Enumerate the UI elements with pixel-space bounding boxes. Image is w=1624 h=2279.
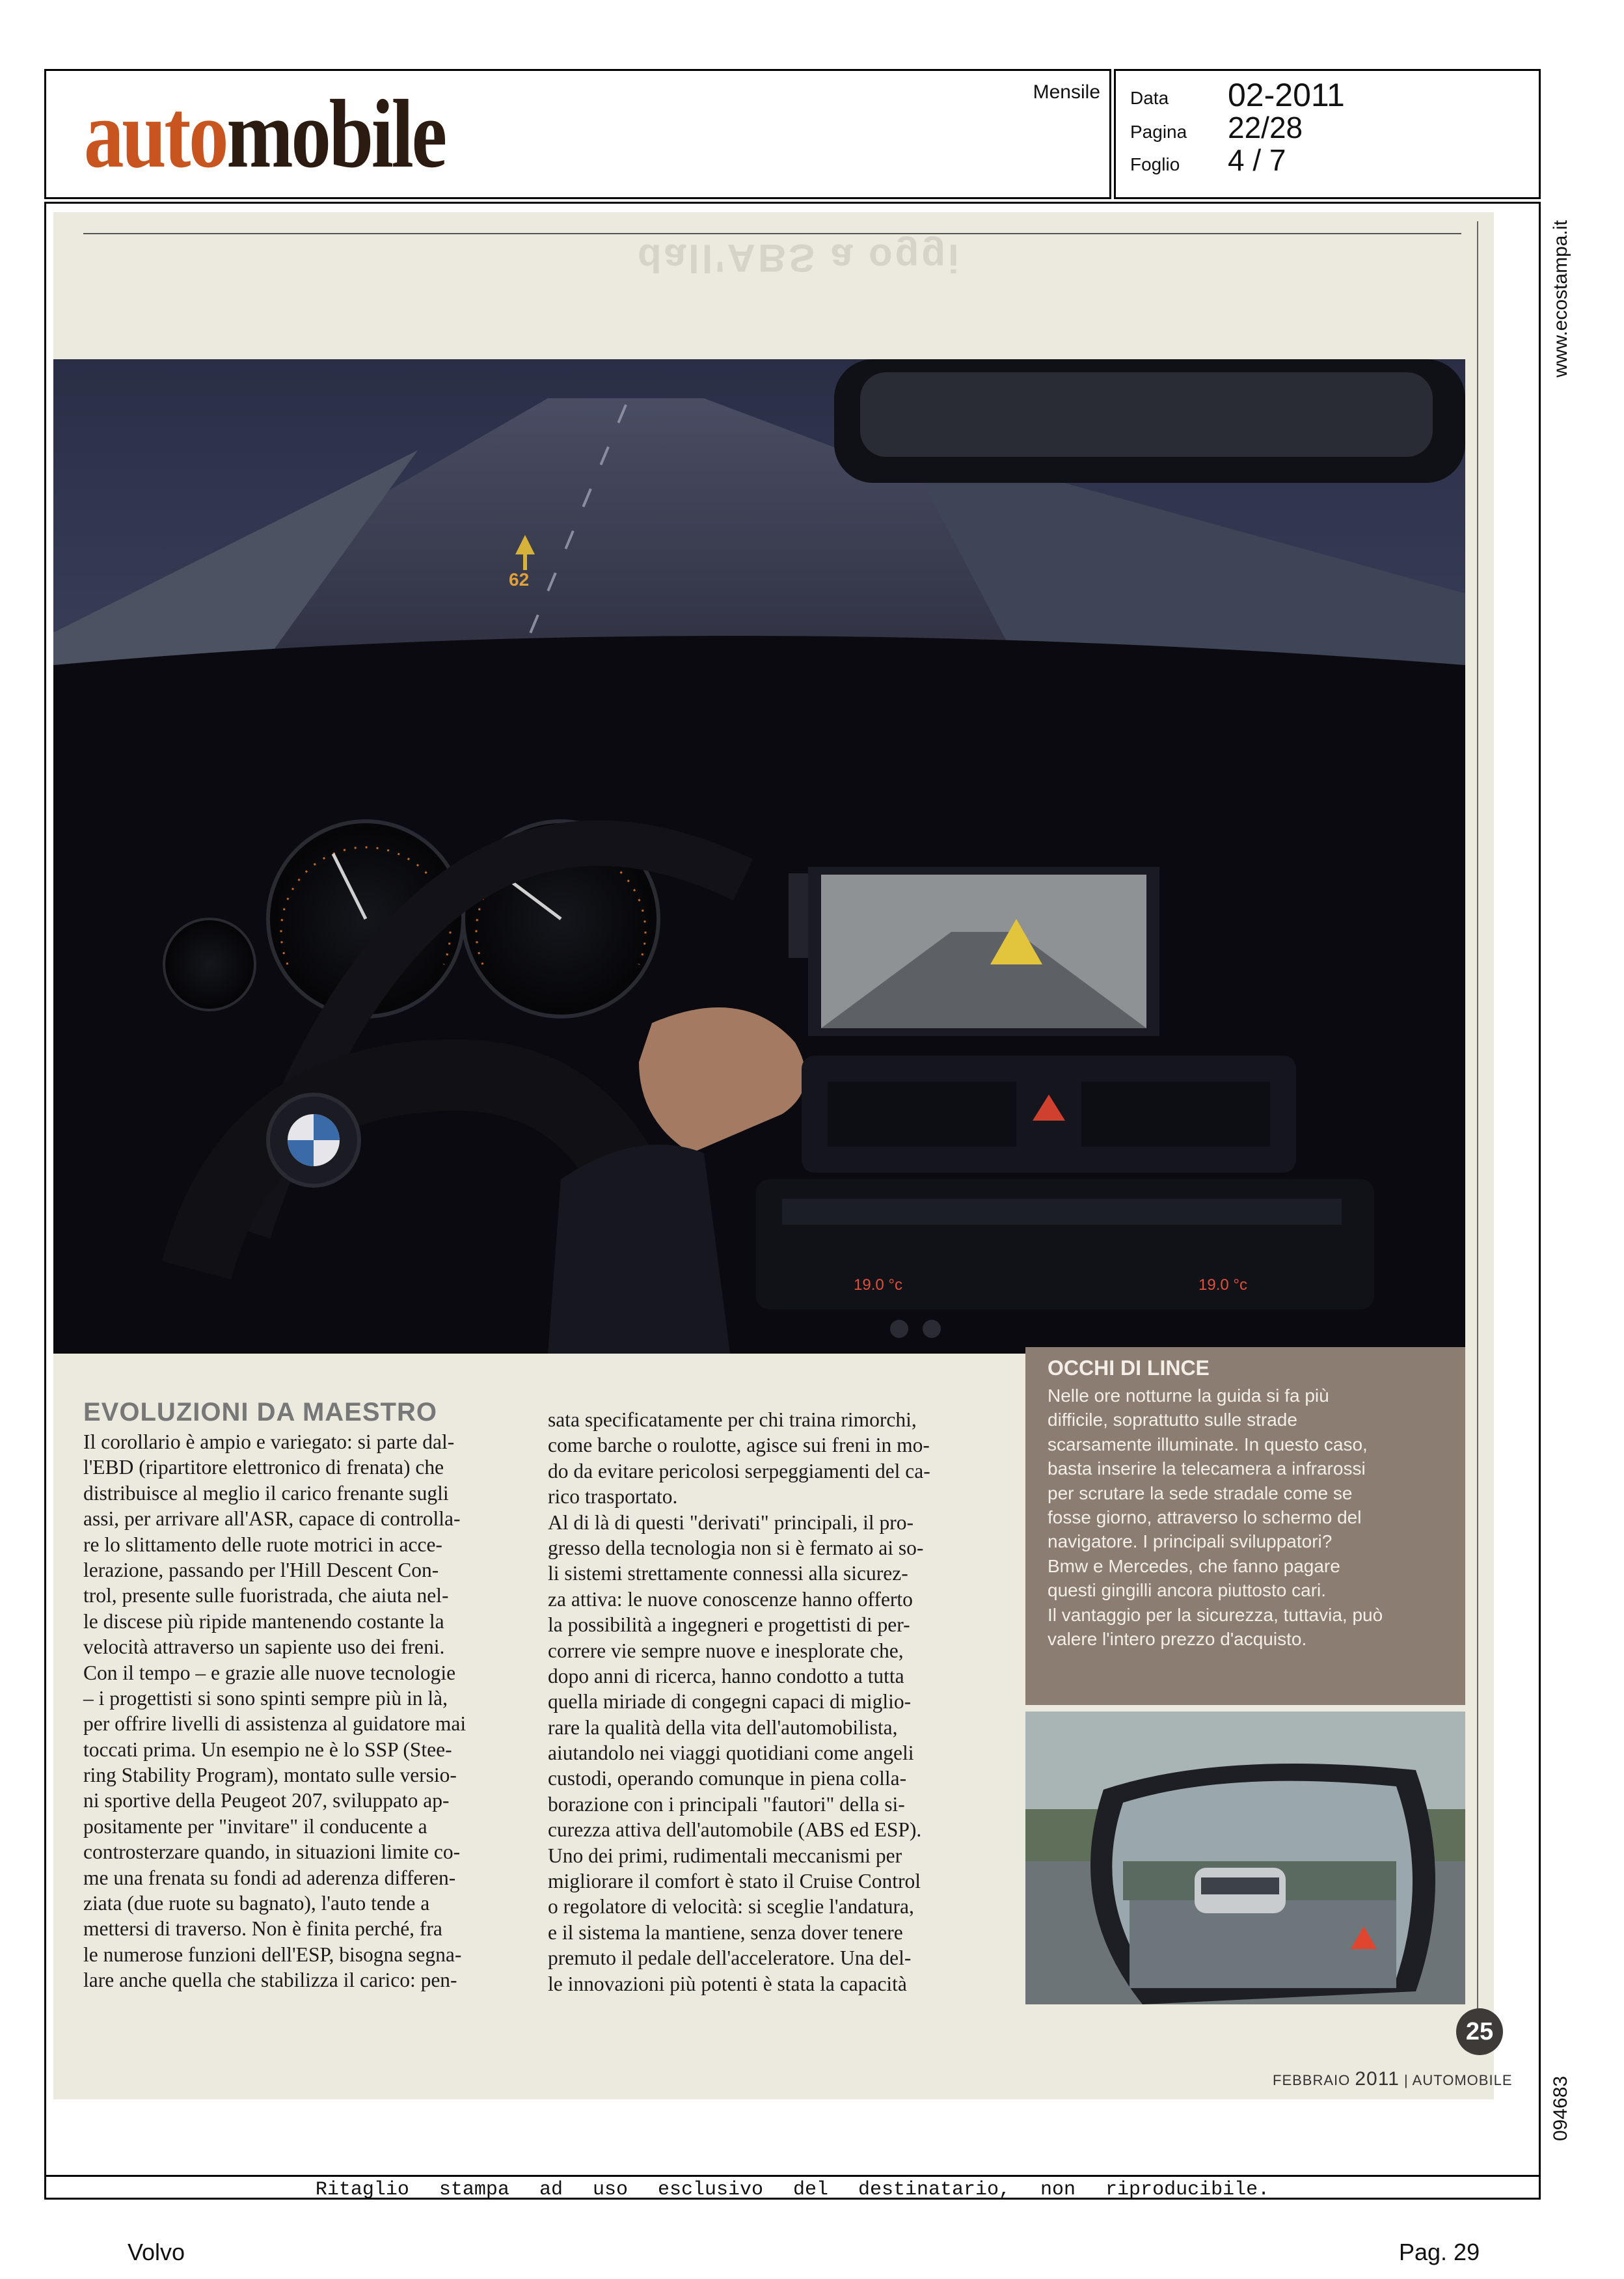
article-line: la possibilità a ingegneri e progettisti di per- xyxy=(548,1613,910,1637)
article-line: come barche o roulotte, agisce sui freni in mo- xyxy=(548,1434,930,1457)
mirror-illustration xyxy=(1025,1712,1465,2004)
article-line: curezza attiva dell'automobile (ABS ed ESP). xyxy=(548,1818,922,1842)
section-heading: EVOLUZIONI DA MAESTRO xyxy=(83,1398,437,1426)
article-line: velocità attraverso un sapiente uso dei freni. xyxy=(83,1635,445,1659)
page-label: Pagina xyxy=(1130,122,1187,142)
article-line: positamente per "invitare" il conducente a xyxy=(83,1814,427,1838)
article-line: custodi, operando comunque in piena colla- xyxy=(548,1767,907,1790)
sidebar-line: difficile, soprattutto sulle strade xyxy=(1048,1410,1297,1430)
date-value: 02-2011 xyxy=(1228,77,1345,113)
article-line: dopo anni di ricerca, hanno condotto a tutta xyxy=(548,1664,904,1687)
article-line: Con il tempo – e grazie alle nuove tecnologie xyxy=(83,1661,456,1684)
article-line: o regolatore di velocità: si sceglie l'andatura, xyxy=(548,1895,914,1918)
article-line: lerazione, passando per l'Hill Descent Con- xyxy=(83,1558,439,1581)
article-line: do da evitare pericolosi serpeggiamenti del ca- xyxy=(548,1459,930,1482)
article-line: aiutandolo nei viaggi quotidiani come angeli xyxy=(548,1741,914,1765)
top-rule xyxy=(83,233,1461,234)
article-line: correre vie sempre nuove e inesplorate che, xyxy=(548,1639,904,1662)
sidebar-line: Nelle ore notturne la guida si fa più xyxy=(1048,1385,1329,1406)
automobile-logo: automobile xyxy=(84,80,445,188)
article-column-1 xyxy=(83,1429,517,1993)
right-rule xyxy=(1477,221,1478,2030)
article-line: le numerose funzioni dell'ESP, bisogna segna- xyxy=(83,1943,462,1966)
show-through-title: dall'ABS a oggi xyxy=(638,236,962,280)
article-line: za attiva: le nuove conoscenze hanno offerto xyxy=(548,1587,913,1611)
sheet-label: Foglio xyxy=(1130,154,1180,174)
sidebar-line: valere l'intero prezzo d'acquisto. xyxy=(1048,1629,1307,1650)
magazine-footer: FEBBRAIO 2011 | AUTOMOBILE xyxy=(1273,2068,1513,2090)
side-code: 094683 xyxy=(1550,2075,1571,2141)
sidebar-title: OCCHI DI LINCE xyxy=(1048,1356,1210,1380)
display-temp-left: 19.0 °c xyxy=(854,1276,902,1294)
sidebar-line: Il vantaggio per la sicurezza, tuttavia, può xyxy=(1048,1604,1383,1625)
dashboard-night-photo xyxy=(53,359,1465,1354)
sidebar-line: navigatore. I principali sviluppatori? xyxy=(1048,1531,1333,1552)
client-name: Volvo xyxy=(128,2239,185,2265)
article-line: le innovazioni più potenti è stata la capacità xyxy=(548,1972,907,1995)
article-line: ziata (due ruote su bagnato), l'auto tende a xyxy=(83,1892,430,1915)
article-line: me una frenata su fondi ad aderenza differen- xyxy=(83,1866,456,1889)
dashboard-illustration xyxy=(53,359,1465,1354)
sidebar-line: per scrutare la sede stradale come se xyxy=(1048,1482,1353,1503)
article-line: distribuisce al meglio il carico frenante sugli xyxy=(83,1481,449,1505)
article-line: – i progettisti si sono spinti sempre più in là, xyxy=(83,1686,448,1710)
article-line: Il corollario è ampio e variegato: si parte dal- xyxy=(83,1430,455,1453)
sheet-value: 4 / 7 xyxy=(1228,143,1286,177)
side-mirror-photo xyxy=(1025,1712,1465,2004)
display-temp-right: 19.0 °c xyxy=(1198,1276,1247,1294)
page-value: 22/28 xyxy=(1228,111,1303,144)
article-line: per offrire livelli di assistenza al guidatore mai xyxy=(83,1712,467,1736)
article-line: ring Stability Program), montato sulle versio- xyxy=(83,1764,457,1787)
side-url: www.ecostampa.it xyxy=(1550,220,1571,377)
hud-speed: 62 xyxy=(509,569,530,590)
article-line: le discese più ripide mantenendo costante la xyxy=(83,1609,444,1633)
sidebar-line: scarsamente illuminate. In questo caso, xyxy=(1048,1434,1368,1454)
article-line: premuto il pedale dell'acceleratore. Una del- xyxy=(548,1946,912,1970)
article-line: controsterzare quando, in situazioni limite co- xyxy=(83,1840,461,1864)
article-line: quella miriade di congegni capaci di miglio- xyxy=(548,1690,912,1713)
sidebar-line: Bmw e Mercedes, che fanno pagare xyxy=(1048,1555,1340,1576)
sidebar-line: questi gingilli ancora piuttosto cari. xyxy=(1048,1580,1327,1601)
frequency-label: Mensile xyxy=(1033,81,1100,103)
article-line: Uno dei primi, rudimentali meccanismi per xyxy=(548,1844,902,1867)
article-line: rico trasportato. xyxy=(548,1485,678,1508)
sidebar-line: basta inserire la telecamera a infrarossi xyxy=(1048,1458,1366,1479)
page-number: Pag. 29 xyxy=(1399,2239,1480,2265)
article-line: migliorare il comfort è stato il Cruise Control xyxy=(548,1870,921,1893)
sidebar-line: fosse giorno, attraverso lo schermo del xyxy=(1048,1507,1362,1528)
article-line: toccati prima. Un esempio ne è lo SSP (Stee- xyxy=(83,1738,452,1761)
article-line: trol, presente sulle fuoristrada, che aiuta nel- xyxy=(83,1584,449,1607)
sidebar-text xyxy=(1048,1384,1451,1651)
date-label: Data xyxy=(1130,88,1169,108)
article-line: re lo slittamento delle ruote motrici in acce- xyxy=(83,1533,442,1556)
article-line: e il sistema la mantiene, senza dover tenere xyxy=(548,1920,903,1944)
article-line: assi, per arrivare all'ASR, capace di controlla- xyxy=(83,1507,461,1531)
article-line: mettersi di traverso. Non è finita perché, fra xyxy=(83,1917,442,1941)
header-masthead-box xyxy=(44,69,1111,199)
article-line: rare la qualità della vita dell'automobilista, xyxy=(548,1715,898,1739)
header-meta-box xyxy=(1114,69,1541,199)
article-line: gresso della tecnologia non si è fermato ai so- xyxy=(548,1536,924,1559)
article-column-2 xyxy=(548,1407,985,1997)
reproduction-notice: Ritaglio stampa ad uso esclusivo del destinatario, non riproducibile. xyxy=(44,2175,1541,2202)
article-line: sata specificatamente per chi traina rimorchi, xyxy=(548,1408,917,1431)
magazine-page-number: 25 xyxy=(1456,2008,1503,2055)
article-line: Al di là di questi "derivati" principali, il pro- xyxy=(548,1510,914,1534)
article-line: l'EBD (ripartitore elettronico di frenata) che xyxy=(83,1456,444,1479)
article-line: ni sportive della Peugeot 207, sviluppato ap- xyxy=(83,1789,450,1812)
article-line: lare anche quella che stabilizza il carico: pen- xyxy=(83,1969,457,1992)
article-line: li sistemi strettamente connessi alla sicurez- xyxy=(548,1562,908,1585)
article-line: borazione con i principali "fautori" della si- xyxy=(548,1792,905,1816)
